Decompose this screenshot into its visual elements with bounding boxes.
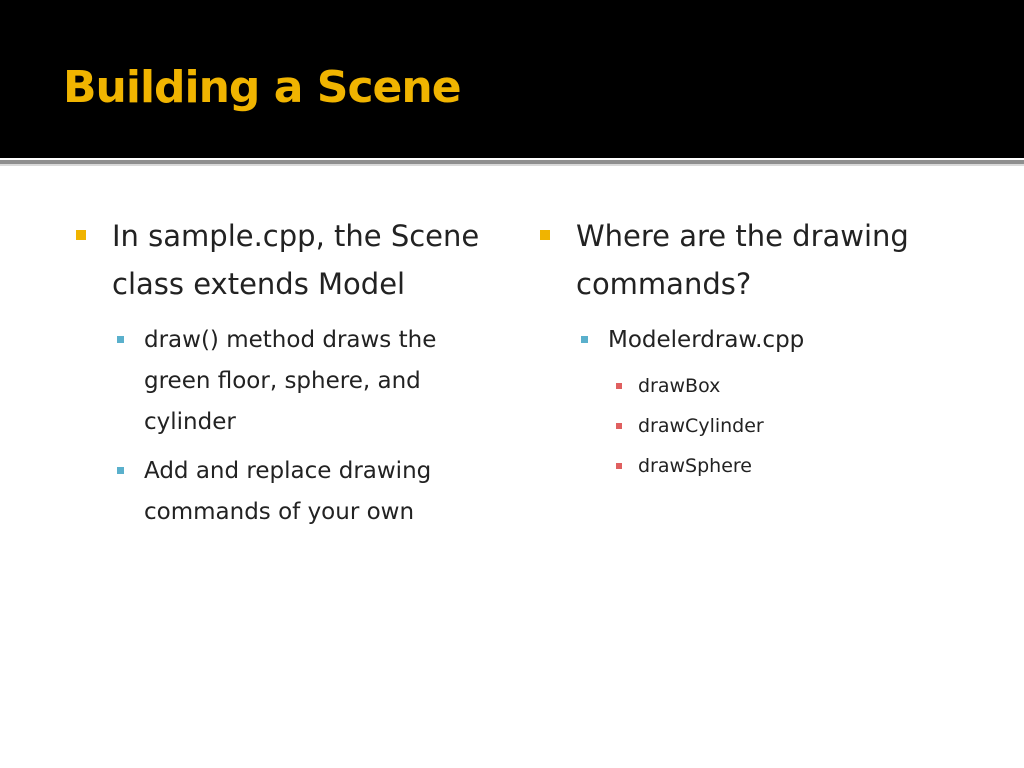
square-bullet-icon [616, 463, 622, 469]
sub-sub-bullet-item [540, 409, 990, 443]
sub-bullet-list [540, 320, 990, 483]
sub-bullet-item [76, 320, 506, 443]
bullet-text: In sample.cpp, the Scene class extends Model [112, 219, 480, 301]
title-bar [0, 0, 1024, 158]
sub-sub-bullet-item [540, 449, 990, 483]
sub-bullet-list [76, 320, 506, 533]
left-column [76, 212, 506, 541]
sub-sub-bullet-list [540, 369, 990, 483]
bullet-text: Where are the drawing commands? [576, 219, 909, 301]
square-bullet-icon [581, 336, 588, 343]
right-column [540, 212, 990, 489]
slide-title: Building a Scene [63, 62, 461, 113]
title-divider-highlight [0, 164, 1024, 166]
sub-sub-bullet-text: drawBox [638, 375, 721, 397]
square-bullet-icon [616, 383, 622, 389]
sub-sub-bullet-text: drawSphere [638, 455, 752, 477]
square-bullet-icon [540, 230, 550, 240]
sub-bullet-text: Modelerdraw.cpp [608, 327, 805, 353]
sub-sub-bullet-text: drawCylinder [638, 415, 764, 437]
square-bullet-icon [76, 230, 86, 240]
sub-bullet-text: draw() method draws the green floor, sphere, and cylinder [144, 327, 437, 435]
square-bullet-icon [117, 336, 124, 343]
sub-bullet-item [540, 320, 990, 361]
sub-bullet-item [76, 451, 506, 533]
bullet-item [540, 212, 990, 308]
square-bullet-icon [117, 467, 124, 474]
sub-sub-bullet-item [540, 369, 990, 403]
sub-bullet-text: Add and replace drawing commands of your own [144, 458, 432, 525]
square-bullet-icon [616, 423, 622, 429]
bullet-item [76, 212, 506, 308]
